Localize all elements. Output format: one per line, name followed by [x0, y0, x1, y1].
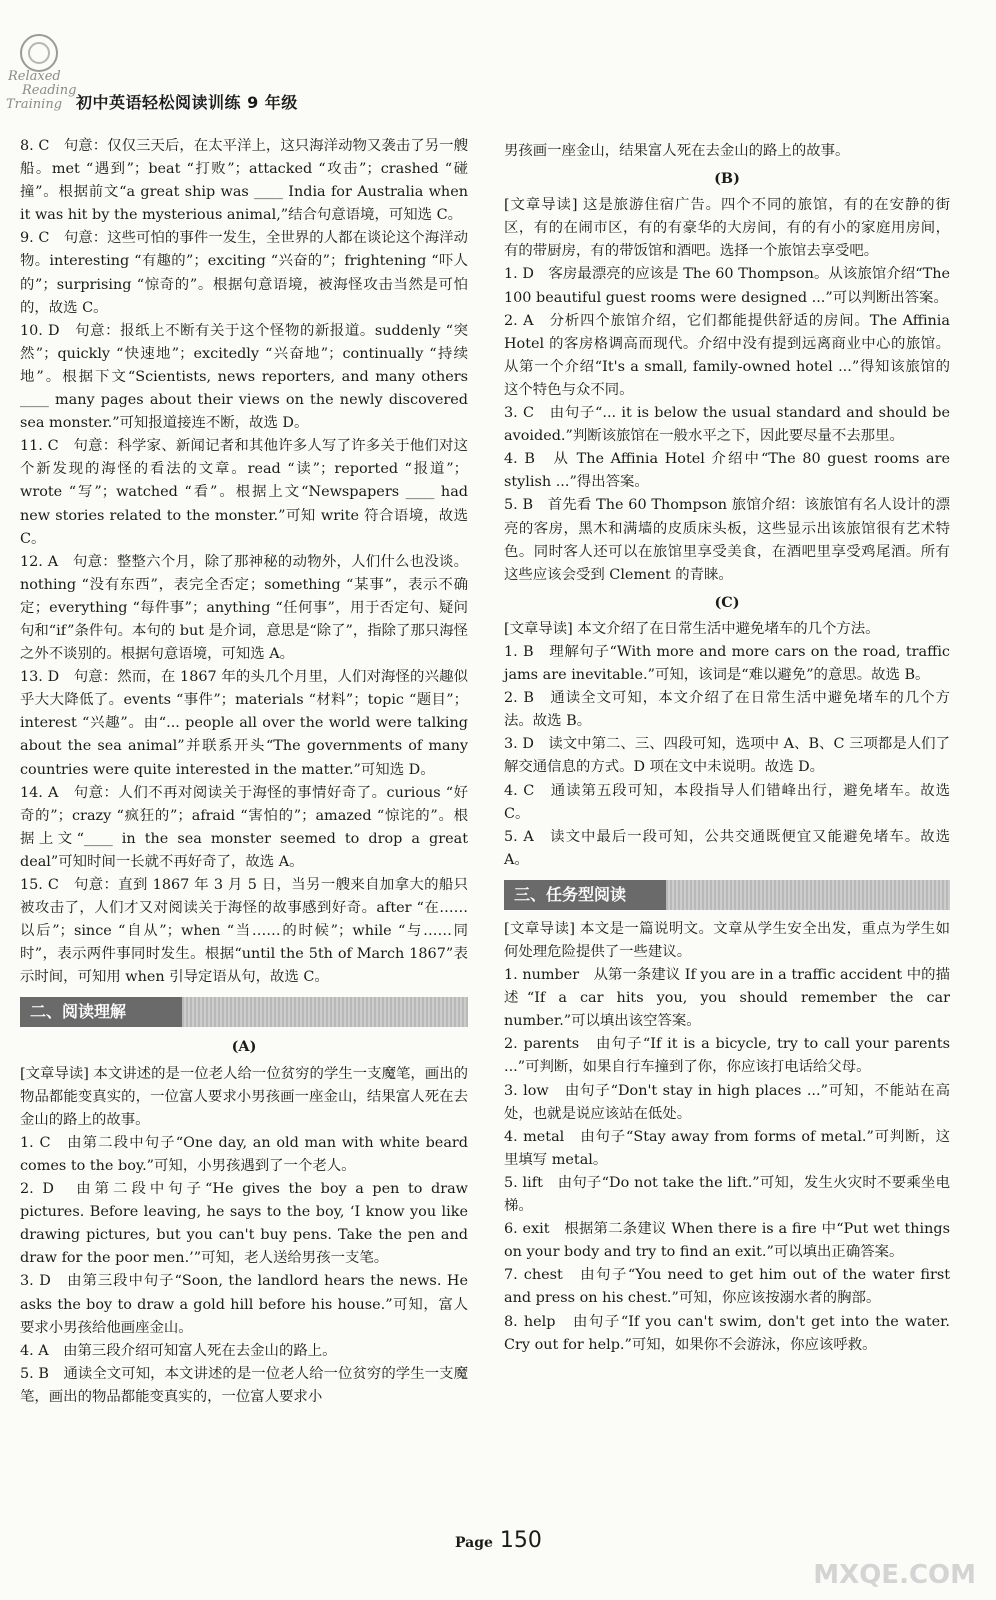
answer-item: 2. A 分析四个旅馆介绍，它们都能提供舒适的房间。The Affinia Hotel 的客房格调高而现代。介绍中没有提到远离商业中心的旅馆。从第一个介绍“It's a small, family-owned hotel ...”得知该旅馆的这个特色与众不同。 [504, 312, 950, 398]
watermark-logo: MXQE.COM [813, 1560, 976, 1590]
answer-item: 5. A 读文中最后一段可知，公共交通既便宜又能避免堵车。故选 A。 [504, 828, 950, 868]
page-label: Page [455, 1535, 493, 1551]
answer-item: 1. number 从第一条建议 If you are in a traffic accident 中的描述“If a car hits you, you should remember the car number.”可以填出该空答案。 [504, 967, 950, 1030]
answer-item: 4. A 由第三段介绍可知富人死在去金山的路上。 [20, 1342, 337, 1359]
subsection-label: (A) [231, 1038, 257, 1056]
answer-item: 10. D 句意：报纸上不断有关于这个怪物的新报道。suddenly “突然”；quickly “快速地”；excitedly “兴奋地”；continually “持续地”。根据下文“Scientists, news reporters, and many others ____ many pages about their views on the newly discovered sea monster.”可知报道接连不断，故选 D。 [20, 322, 468, 432]
answer-item: [文章导读] 本文是一篇说明文。文章从学生安全出发，重点为学生如何处理危险提供了一些建议。 [504, 920, 950, 960]
answer-item: 4. B 从 The Affinia Hotel 介绍中“The 80 guest rooms are stylish ...”得出答案。 [504, 451, 950, 491]
answer-item: 8. C 句意：仅仅三天后，在太平洋上，这只海洋动物又袭击了另一艘船。met “遇到”；beat “打败”；attacked “攻击”；crashed “碰撞”。根据前文“a great ship was ____ India for Australia when it was hit by the mysterious animal,”结合句意语境，可知选 C。 [20, 138, 468, 224]
section-bar-decoration [666, 880, 950, 910]
page-footer [455, 1528, 542, 1553]
logo-inner-ring-icon [28, 42, 50, 64]
section-header-reading [20, 995, 468, 1029]
section-title: 三、任务型阅读 [504, 880, 666, 910]
answer-item: 3. D 由第三段中句子“Soon, the landlord hears the news. He asks the boy to draw a gold hill before his house.”可知，富人要求小男孩给他画座金山。 [20, 1273, 468, 1336]
answer-item: 6. exit 根据第二条建议 When there is a fire 中“Put wet things on your body and try to find an exit.”可以填出正确答案。 [504, 1221, 950, 1261]
answer-item: [文章导读] 本文讲述的是一位老人给一位贫穷的学生一支魔笔，画出的物品都能变真实的，一位富人要求小男孩画一座金山，结果富人死在去金山的路上的故事。 [20, 1065, 468, 1128]
subsection-label: (C) [714, 593, 740, 611]
answer-item: 1. D 客房最漂亮的应该是 The 60 Thompson。从该旅馆介绍“The 100 beautiful guest rooms were designed ...”可以判断出答案。 [504, 266, 950, 306]
answer-item: [文章导读] 本文介绍了在日常生活中避免堵车的几个方法。 [504, 620, 880, 637]
answer-item: 男孩画一座金山，结果富人死在去金山的路上的故事。 [504, 143, 850, 159]
logo-word-1: Relaxed [8, 69, 61, 84]
answer-item: 11. C 句意：科学家、新闻记者和其他许多人写了许多关于他们对这个新发现的海怪的看法的文章。read “读”；reported “报道”；wrote “写”；watched “看”。根据上文“Newspapers ____ had new stories related to the monster.”可知 write 符合语境，故选 C。 [20, 438, 468, 547]
subsection-label: (B) [714, 170, 740, 188]
answer-item: 7. chest 由句子“You need to get him out of the water first and press on his chest.”可知，你应该按溺水者的胸部。 [504, 1267, 950, 1307]
answer-item: 1. C 由第二段中句子“One day, an old man with white beard comes to the boy.”可知，小男孩遇到了一个老人。 [20, 1134, 468, 1174]
answer-item: 12. A 句意：整整六个月，除了那神秘的动物外，人们什么也没谈。nothing “没有东西”，表完全否定；something “某事”，表示不确定；everything “每件事”；anything “任何事”，用于否定句、疑问句和“if”条件句。本句的 but 是介词，意思是“除了”，指除了那只海怪之外不谈别的。根据句意语境，可知选 A。 [20, 553, 468, 663]
book-title: 初中英语轻松阅读训练 9 年级 [76, 93, 298, 112]
answer-item: 13. D 句意：然而，在 1867 年的头几个月里，人们对海怪的兴趣似乎大大降低了。events “事件”；materials “材料”；topic “题目”；interest “兴趣”。由“... people all over the world were talking about the sea animal”并联系开头“The governments of many countries were quite interested in the matter.”可知选 D。 [20, 669, 468, 778]
answer-item: 15. C 句意：直到 1867 年 3 月 5 日，当另一艘来自加拿大的船只被攻击了，人们才又对阅读关于海怪的故事感到好奇。after “在……以后”；since “自从”；when “当……的时候”；while “与……同时”，表示两件事同时发生。根据“until the 5th of March 1867”表示时间，可知用 when 引导定语从句，故选 C。 [20, 877, 468, 986]
logo-word-3: Training [6, 97, 63, 112]
answer-item: 2. D 由第二段中句子“He gives the boy a pen to draw pictures. Before leaving, he says to the boy, ‘I know you like drawing pictures, but you can't buy pens. Take the pen and draw for the poor men.’”可知，老人送给男孩一支笔。 [20, 1181, 468, 1267]
answer-item: 1. B 理解句子“With more and more cars on the road, traffic jams are inevitable.”可知，该词是“难以避免”的意思。故选 B。 [504, 643, 950, 684]
left-column [20, 135, 468, 1409]
answer-item: 3. D 读文中第二、三、四段可知，选项中 A、B、C 三项都是人们了解交通信息的方式。D 项在文中未说明。故选 D。 [504, 736, 950, 776]
answer-item: 4. C 通读第五段可知，本段指导人们错峰出行，避免堵车。故选 C。 [504, 782, 950, 822]
right-column [504, 140, 950, 1357]
page-number: 150 [499, 1528, 542, 1553]
page-header [0, 0, 996, 130]
answer-item: 2. parents 由句子“If it is a bicycle, try to call your parents ...”可判断，如果自行车撞到了你，你应该打电话给父母。 [504, 1036, 950, 1076]
answer-item: 2. B 通读全文可知，本文介绍了在日常生活中避免堵车的几个方法。故选 B。 [504, 690, 950, 730]
answer-item: 5. lift 由句子“Do not take the lift.”可知，发生火灾时不要乘坐电梯。 [504, 1174, 950, 1215]
answer-item: 3. low 由句子“Don't stay in high places ...”可知，不能站在高处，也就是说应该站在低处。 [504, 1082, 950, 1122]
logo-word-2: Reading [22, 83, 77, 98]
answer-item: 14. A 句意：人们不再对阅读关于海怪的事情好奇了。curious “好奇的”；crazy “疯狂的”；afraid “害怕的”；amazed “惊诧的”。根据上文“____ in the sea monster seemed to drop a great deal”可知时间一长就不再好奇了，故选 A。 [20, 784, 468, 870]
answer-item: 3. C 由句子“... it is below the usual standard and should be avoided.”判断该旅馆在一般水平之下，因此要尽量不去那里。 [504, 405, 950, 445]
answer-item: 4. metal 由句子“Stay away from forms of metal.”可判断，这里填写 metal。 [504, 1128, 950, 1168]
section-header-task-reading [504, 878, 950, 912]
answer-item: 5. B 首先看 The 60 Thompson 旅馆介绍：该旅馆有名人设计的漂亮的客房，黑木和满墙的皮质床头板，这些显示出该旅馆很有艺术特色。同时客人还可以在旅馆里享受美食，在酒吧里享受鸡尾酒。所有这些应该会受到 Clement 的青睐。 [504, 497, 950, 583]
answer-item: 5. B 通读全文可知，本文讲述的是一位老人给一位贫穷的学生一支魔笔，画出的物品都能变真实的，一位富人要求小 [20, 1365, 468, 1405]
section-title: 二、阅读理解 [20, 997, 182, 1027]
section-bar-decoration [182, 997, 468, 1027]
answer-item: [文章导读] 这是旅游住宿广告。四个不同的旅馆，有的在安静的街区，有的在闹市区，有的有豪华的大房间，有的有小的家庭用房间，有的带厨房，有的带饭馆和酒吧。选择一个旅馆去享受吧。 [504, 197, 950, 260]
answer-item: 9. C 句意：这些可怕的事件一发生，全世界的人都在谈论这个海洋动物。interesting “有趣的”；exciting “兴奋的”；frightening “吓人的”；surprising “惊奇的”。根据句意语境，被海怪攻击当然是可怕的，故选 C。 [20, 230, 468, 316]
answer-item: 8. help 由句子“If you can't swim, don't get into the water. Cry out for help.”可知，如果你不会游泳，你应该呼救。 [504, 1313, 950, 1353]
